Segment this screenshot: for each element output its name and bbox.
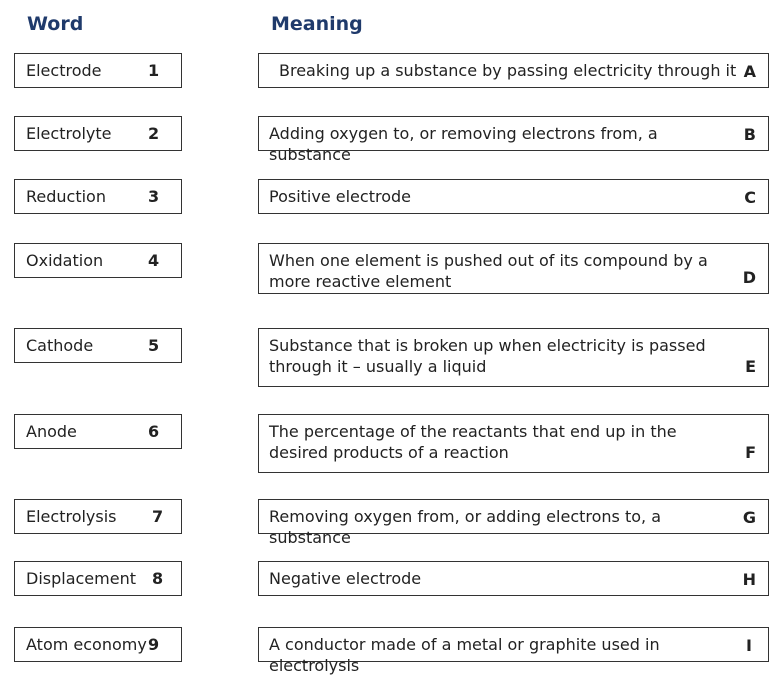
word-label: Reduction <box>26 187 106 206</box>
meaning-letter: D <box>742 268 756 287</box>
meaning-box <box>258 414 769 473</box>
word-box <box>14 328 182 363</box>
meaning-text: Adding oxygen to, or removing electrons from, a substance <box>269 124 658 164</box>
meaning-text: Substance that is broken up when electricity is passed through it – usually a liquid <box>269 336 706 376</box>
word-box <box>14 414 182 449</box>
meaning-box <box>258 116 769 164</box>
word-box <box>14 179 182 214</box>
word-number: 3 <box>148 187 160 206</box>
meaning-box <box>258 561 769 596</box>
word-number: 9 <box>148 635 160 654</box>
meaning-text: Removing oxygen from, or adding electrons to, a substance <box>269 507 661 547</box>
meaning-letter: G <box>742 508 756 527</box>
word-number: 6 <box>148 422 160 441</box>
meaning-letter: B <box>743 125 756 144</box>
word-number: 1 <box>148 61 160 80</box>
word-number: 7 <box>152 507 164 526</box>
word-label: Electrolyte <box>26 124 112 143</box>
meaning-letter: E <box>745 357 756 376</box>
word-box <box>14 243 182 278</box>
meaning-box <box>258 328 769 387</box>
meaning-text: Breaking up a substance by passing electricity through it <box>279 61 737 80</box>
meaning-text: The percentage of the reactants that end up in the desired products of a reaction <box>269 422 677 462</box>
meaning-box <box>258 53 769 88</box>
meaning-text: Positive electrode <box>269 187 411 206</box>
word-label: Oxidation <box>26 251 104 270</box>
word-box <box>14 499 182 534</box>
word-number: 5 <box>148 336 160 355</box>
word-label: Displacement <box>26 569 136 588</box>
word-label: Atom economy <box>26 635 147 654</box>
meaning-box <box>258 627 769 675</box>
meaning-letter: H <box>742 570 756 589</box>
meaning-box <box>258 243 769 294</box>
word-label: Electrode <box>26 61 102 80</box>
word-box <box>14 116 182 151</box>
meaning-letter: C <box>744 188 756 207</box>
meaning-text: Negative electrode <box>269 569 422 588</box>
meaning-box <box>258 179 769 214</box>
meaning-text: When one element is pushed out of its compound by a more reactive element <box>269 251 708 291</box>
word-number: 2 <box>148 124 160 143</box>
word-label: Electrolysis <box>26 507 117 526</box>
meaning-box <box>258 499 769 547</box>
meaning-text: A conductor made of a metal or graphite used in electrolysis <box>269 635 660 675</box>
word-label: Cathode <box>26 336 94 355</box>
meaning-letter: A <box>743 62 756 81</box>
meaning-column-heading: Meaning <box>271 13 363 35</box>
word-label: Anode <box>26 422 77 441</box>
word-number: 8 <box>152 569 164 588</box>
word-box <box>14 561 182 596</box>
word-box <box>14 627 182 662</box>
word-number: 4 <box>148 251 160 270</box>
word-box <box>14 53 182 88</box>
meaning-letter: I <box>746 636 752 655</box>
meaning-letter: F <box>745 443 756 462</box>
word-column-heading: Word <box>27 13 84 35</box>
